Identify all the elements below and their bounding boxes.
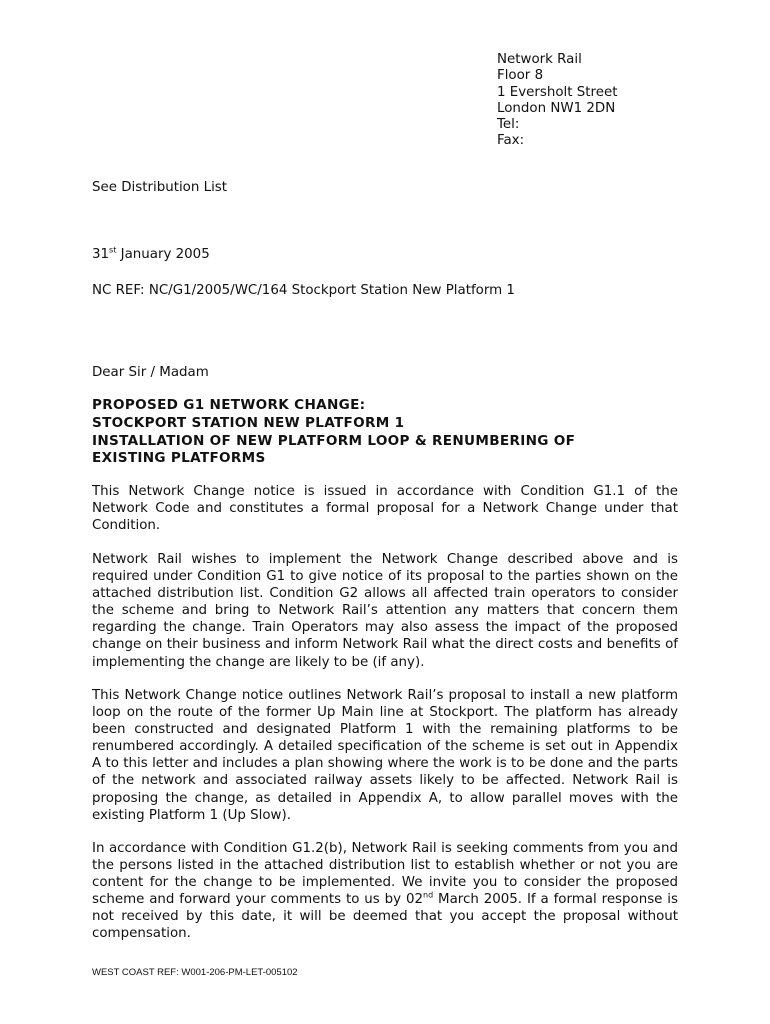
recipient: See Distribution List — [92, 180, 228, 195]
ordinal-suffix: nd — [423, 890, 434, 900]
nc-reference: NC REF: NC/G1/2005/WC/164 Stockport Station New Platform 1 — [92, 283, 515, 298]
address-line: Network Rail — [497, 52, 582, 67]
date-rest: January 2005 — [116, 247, 210, 262]
paragraph-4 — [92, 840, 678, 943]
address-tel: Tel: — [497, 117, 520, 133]
date-suffix: st — [109, 245, 117, 255]
paragraph-4-text: In accordance with Condition G1.2(b), Network Rail is seeking comments from you and the persons listed in the attached distribution list to establish whether or not you are content for the change to be implemented. We invite you to consider the proposed scheme and forward your comments to us by 02 — [92, 841, 678, 908]
footer-reference: WEST COAST REF: W001-206-PM-LET-005102 — [92, 967, 298, 978]
date-day: 31 — [92, 247, 110, 262]
sender-address — [497, 52, 617, 150]
heading-line: STOCKPORT STATION NEW PLATFORM 1 — [92, 414, 405, 431]
heading-line: EXISTING PLATFORMS — [92, 450, 266, 467]
salutation: Dear Sir / Madam — [92, 365, 209, 380]
address-line: London NW1 2DN — [497, 100, 616, 116]
paragraph-2: Network Rail wishes to implement the Network Change described above and is required under Condition G1 to give notice of its proposal to the parties shown on the attached distribution list. Condition G2 allows all affected train operators to consider the scheme and bring to Network Rail’s attention any matters that concern them regarding the change. Train Operators may also assess the impact of the proposed change on their business and inform Network Rail what the direct costs and benefits of implementing the change are likely to be (if any). — [92, 552, 678, 670]
paragraph-4-text-cont: March 2005. If a formal response is not received by this date, it will be deemed that you accept the proposal without compensation. — [92, 892, 678, 942]
letter-date — [92, 246, 210, 264]
address-line: Floor 8 — [497, 68, 544, 84]
paragraph-3: This Network Change notice outlines Network Rail’s proposal to install a new platform loop on the route of the former Up Main line at Stockport. The platform has already been constructed and designated Platform 1 with the remaining platforms to be renumbered accordingly. A detailed specification of the scheme is set out in Appendix A to this letter and includes a plan showing where the work is to be done and the parts of the network and associated railway assets likely to be affected. Network Rail is proposing the change, as detailed in Appendix A, to allow parallel moves with the existing Platform 1 (Up Slow). — [92, 688, 678, 823]
address-line: 1 Eversholt Street — [497, 84, 618, 100]
paragraph-1: This Network Change notice is issued in accordance with Condition G1.1 of the Network Code and constitutes a formal proposal for a Network Change under that Condition. — [92, 484, 678, 534]
heading-line: INSTALLATION OF NEW PLATFORM LOOP & RENUMBERING OF — [92, 432, 576, 449]
address-fax: Fax: — [497, 133, 525, 149]
letter-heading — [92, 397, 692, 468]
heading-line: PROPOSED G1 NETWORK CHANGE: — [92, 397, 366, 413]
